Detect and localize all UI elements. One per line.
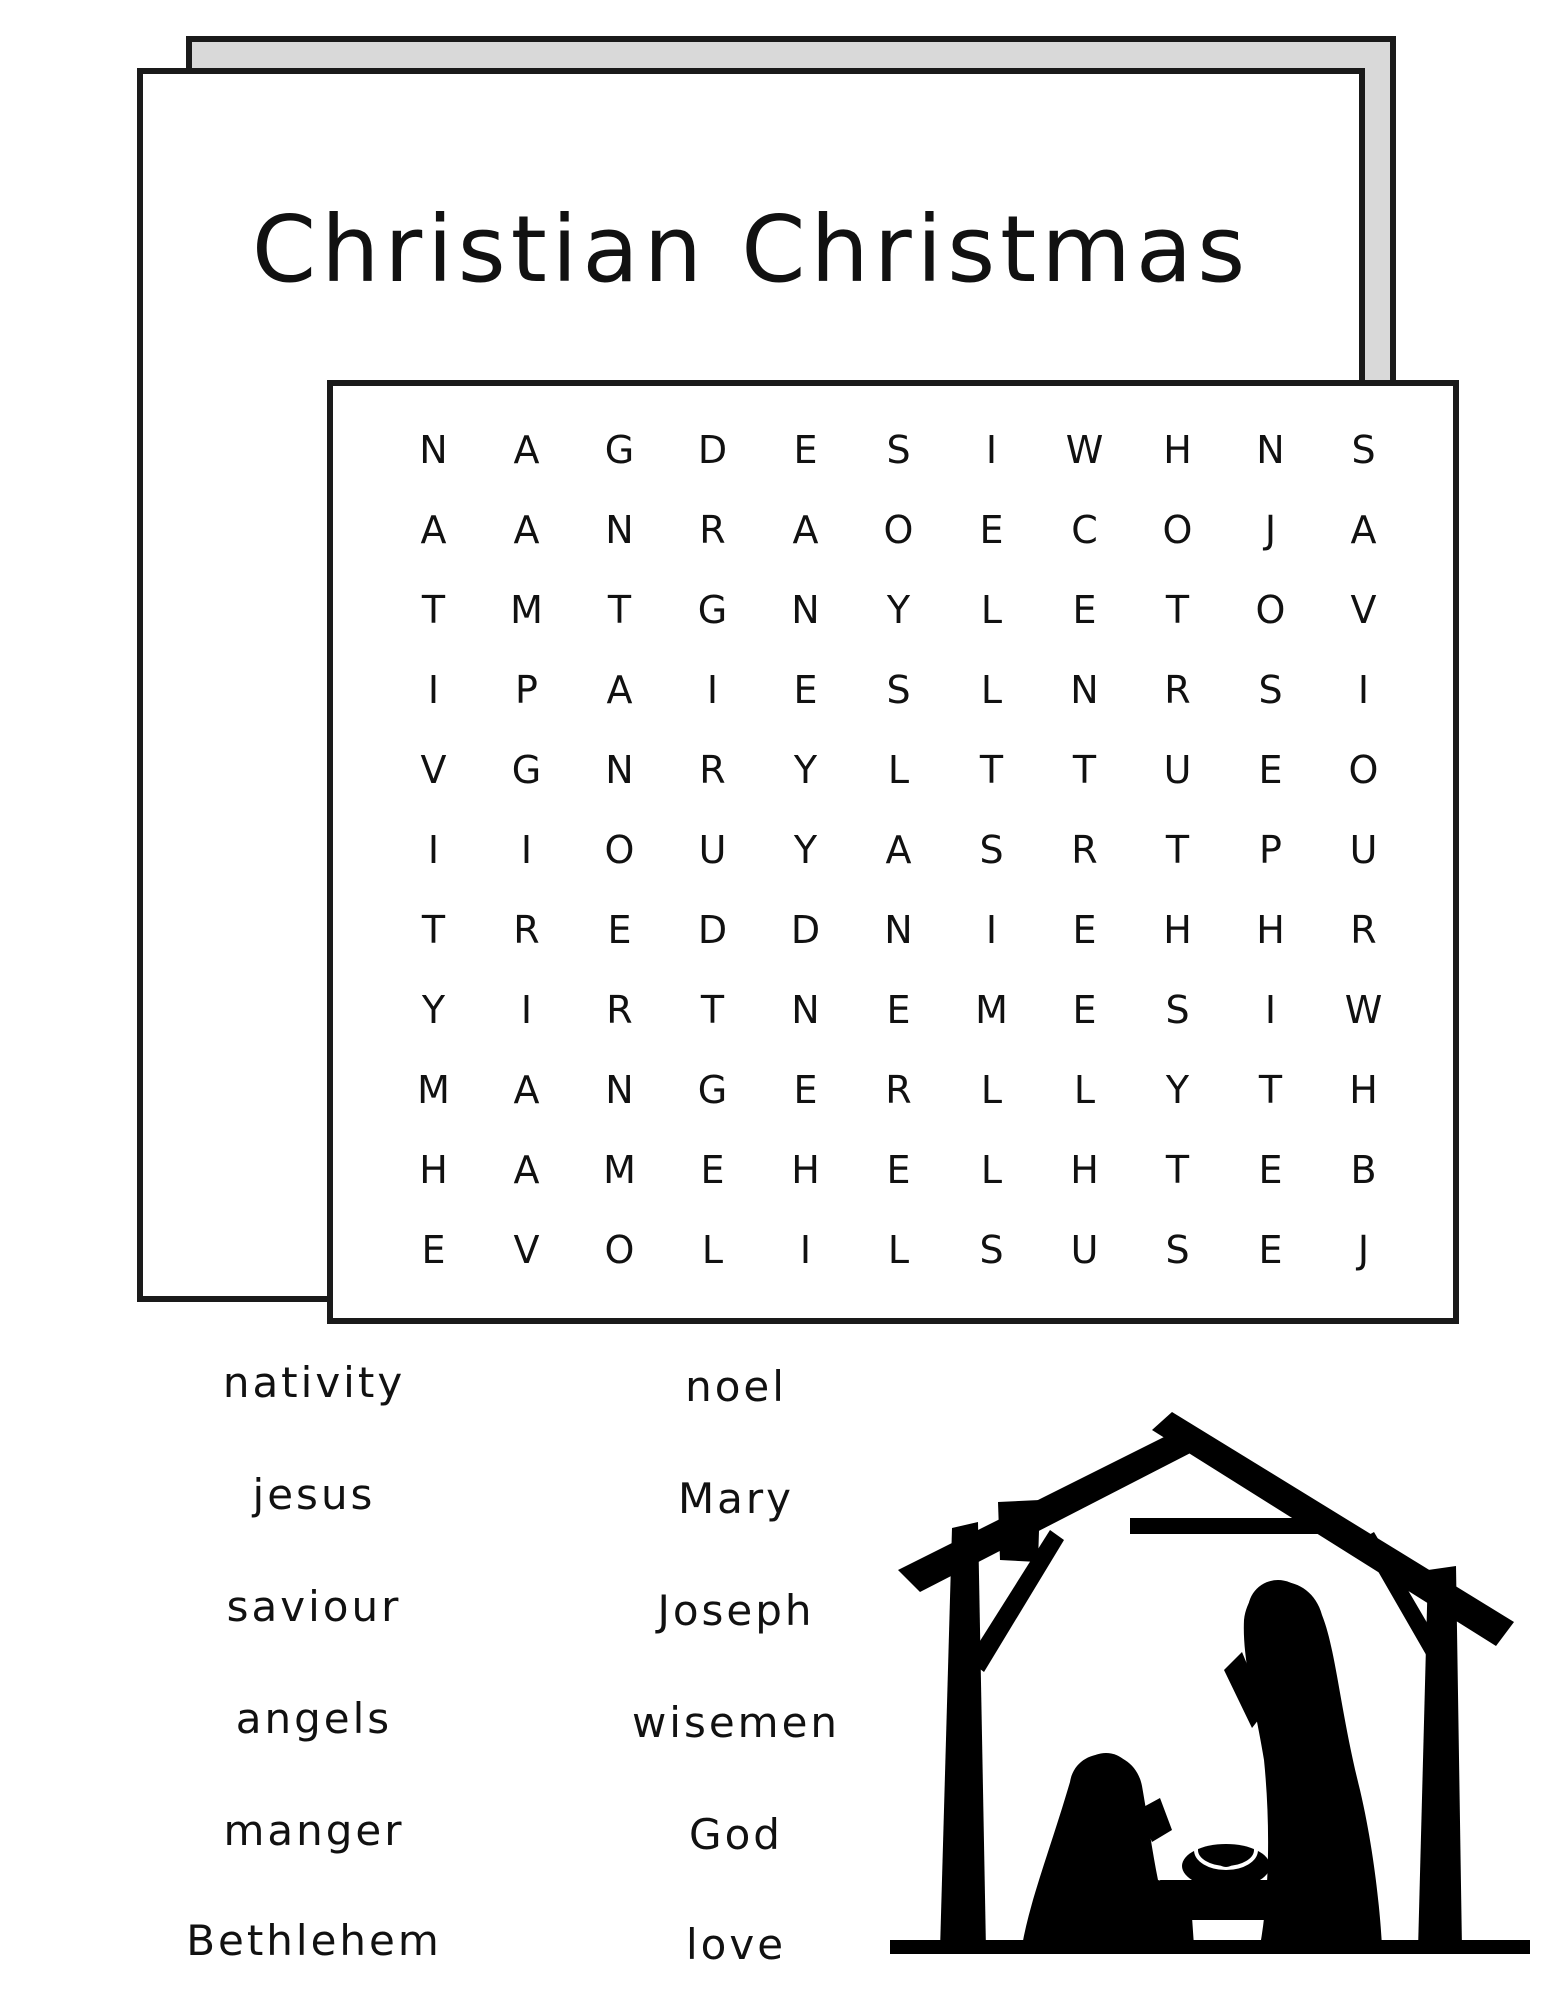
grid-cell: R [699,748,726,792]
word-item: wisemen [631,1698,841,1747]
grid-cell: E [979,508,1004,552]
grid-cell: I [985,428,998,472]
grid-cell: R [699,508,726,552]
grid-cell: E [1258,1228,1283,1272]
grid-cell: J [1264,508,1277,552]
grid-cell: R [1071,828,1098,872]
grid-cell: R [606,988,633,1032]
grid-cell: E [886,1148,911,1192]
grid-cell: E [421,1228,446,1272]
grid-cell: A [513,508,540,552]
grid-cell: T [1165,588,1190,632]
grid-cell: T [1258,1068,1283,1112]
grid-cell: N [605,508,634,552]
grid-cell: N [1070,668,1099,712]
word-item: Bethlehem [186,1916,442,1965]
grid-cell: T [1165,828,1190,872]
grid-cell: S [886,668,911,712]
grid-cell: H [1256,908,1285,952]
grid-cell: V [420,748,447,792]
grid-cell: G [697,588,728,632]
grid-cell: A [513,428,540,472]
grid-cell: U [1163,748,1192,792]
grid-cell: D [697,428,728,472]
grid-cell: J [1357,1228,1370,1272]
grid-cell: N [791,988,820,1032]
grid-cell: A [1350,508,1377,552]
word-item: angels [235,1694,393,1743]
word-item: God [689,1810,783,1859]
grid-cell: R [1164,668,1191,712]
grid-cell: I [706,668,719,712]
grid-cell: S [979,828,1004,872]
roof-beam-left [898,1424,1208,1592]
grid-cell: D [790,908,821,952]
grid-cell: R [1350,908,1377,952]
grid-cell: V [513,1228,540,1272]
nativity-silhouette [890,1410,1530,1970]
grid-cell: E [793,668,818,712]
grid-cell: Y [886,588,911,632]
grid-cell: M [417,1068,450,1112]
grid-cell: A [513,1148,540,1192]
grid-cell: R [513,908,540,952]
grid-cell: W [1344,988,1383,1032]
grid-cell: L [980,1148,1003,1192]
grid-cell: S [886,428,911,472]
ground [890,1940,1530,1954]
grid-cell: E [1258,1148,1283,1192]
grid-cell: G [511,748,542,792]
grid-cell: L [701,1228,724,1272]
word-item: saviour [226,1582,402,1631]
baby-head [1215,1845,1237,1867]
grid-cell: L [980,1068,1003,1112]
grid-cell: S [1165,1228,1190,1272]
grid-cell: E [793,1068,818,1112]
grid-cell: L [887,748,910,792]
grid-cell: V [1350,588,1377,632]
grid-cell: L [980,668,1003,712]
grid-cell: H [791,1148,820,1192]
grid-cell: N [1256,428,1285,472]
grid-cell: E [793,428,818,472]
grid-cell: R [885,1068,912,1112]
grid-cell: A [606,668,633,712]
page-title: Christian Christmas [251,196,1251,303]
grid-cell: I [520,828,533,872]
grid-cell: I [799,1228,812,1272]
word-item: Mary [677,1474,795,1523]
grid-cell: O [1162,508,1193,552]
grid-cell: N [419,428,448,472]
grid-cell: Y [793,828,818,872]
grid-cell: N [884,908,913,952]
grid-cell: U [1349,828,1378,872]
grid-cell: P [515,668,538,712]
grid-cell: E [1072,908,1097,952]
grid-cell: T [1165,1148,1190,1192]
word-search-frame [327,380,1459,1324]
grid-cell: O [883,508,914,552]
grid-cell: I [1264,988,1277,1032]
grid-cell: M [603,1148,636,1192]
grid-cell: A [420,508,447,552]
grid-cell: B [1350,1148,1377,1192]
word-item: love [685,1920,787,1969]
grid-cell: O [1348,748,1379,792]
grid-cell: Y [793,748,818,792]
grid-cell: O [604,1228,635,1272]
word-item: manger [223,1806,405,1855]
grid-cell: M [975,988,1008,1032]
puzzle-sheet [137,68,1383,1302]
grid-cell: E [1258,748,1283,792]
grid-cell: D [697,908,728,952]
word-item: Joseph [657,1586,815,1635]
grid-cell: T [421,908,446,952]
grid-cell: S [1258,668,1283,712]
grid-cell: M [510,588,543,632]
grid-cell: S [979,1228,1004,1272]
grid-cell: I [520,988,533,1032]
grid-cell: P [1259,828,1282,872]
grid-cell: N [605,748,634,792]
grid-cell: H [1070,1148,1099,1192]
grid-cell: N [791,588,820,632]
grid-cell: L [887,1228,910,1272]
grid-cell: E [886,988,911,1032]
word-item: noel [685,1362,787,1411]
word-search-grid [387,410,1410,1290]
grid-cell: Y [1165,1068,1190,1112]
grid-cell: I [985,908,998,952]
grid-cell: C [1071,508,1098,552]
cross-beam [1130,1518,1330,1534]
grid-cell: T [979,748,1004,792]
grid-cell: Y [421,988,446,1032]
grid-cell: E [607,908,632,952]
grid-cell: I [427,828,440,872]
grid-cell: H [419,1148,448,1192]
grid-cell: I [1357,668,1370,712]
grid-cell: G [604,428,635,472]
grid-cell: S [1351,428,1376,472]
grid-cell: H [1349,1068,1378,1112]
grid-cell: G [697,1068,728,1112]
grid-cell: T [1072,748,1097,792]
grid-cell: H [1163,908,1192,952]
post-left [940,1522,986,1950]
grid-cell: U [1070,1228,1099,1272]
grid-cell: A [513,1068,540,1112]
grid-cell: O [604,828,635,872]
grid-cell: T [700,988,725,1032]
grid-cell: E [1072,588,1097,632]
grid-cell: U [698,828,727,872]
grid-cell: O [1255,588,1286,632]
grid-cell: I [427,668,440,712]
grid-cell: E [700,1148,725,1192]
grid-cell: L [980,588,1003,632]
grid-cell: S [1165,988,1190,1032]
grid-cell: T [607,588,632,632]
grid-cell: A [792,508,819,552]
grid-cell: W [1065,428,1104,472]
grid-cell: H [1163,428,1192,472]
grid-cell: E [1072,988,1097,1032]
grid-cell: N [605,1068,634,1112]
word-item: jesus [252,1470,376,1519]
grid-cell: L [1073,1068,1096,1112]
beam-end [998,1500,1040,1562]
word-item: nativity [222,1358,406,1407]
grid-cell: A [885,828,912,872]
grid-cell: T [421,588,446,632]
